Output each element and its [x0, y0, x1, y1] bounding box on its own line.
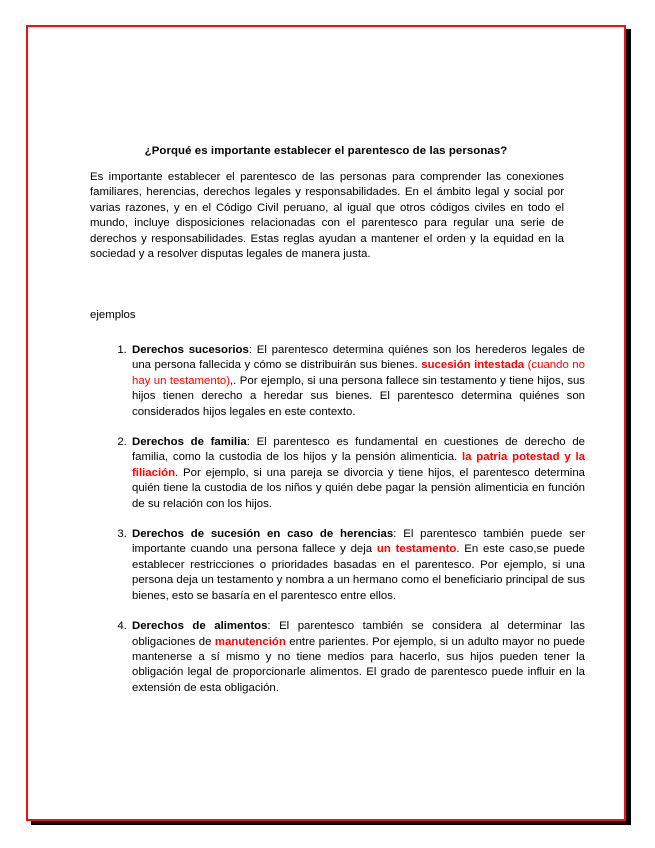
- item-text: : El parentesco también se considera al determinar las obligaciones de: [132, 620, 585, 648]
- list-item: [130, 343, 585, 420]
- item-highlight-note: (cuando no hay un testamento): [132, 359, 585, 387]
- examples-label: ejemplos: [90, 309, 136, 321]
- item-text-continued: . En este caso,se puede establecer restricciones o prioridades basadas en el parentesco. Por ejemplo, si una persona deja un testamento y nombra a un hermano como el beneficiario principal de sus bienes, esto se basaría en el parentesco entre ellos.: [132, 543, 585, 602]
- item-heading: Derechos de alimentos: [132, 620, 268, 633]
- list-item: [130, 435, 585, 512]
- item-highlight: manutención: [214, 635, 286, 648]
- document-title: ¿Porqué es importante establecer el parentesco de las personas?: [144, 145, 508, 157]
- examples-list: [108, 343, 585, 696]
- item-text: : El parentesco también puede ser importante cuando una persona fallece y deja: [132, 528, 585, 556]
- item-text-continued: . Por ejemplo, si una pareja se divorcia y tiene hijos, el parentesco determina quién tiene la custodia de los niños y quién debe pagar la pensión alimenticia en función de su relación con los hijos.: [132, 466, 585, 510]
- list-item: [130, 527, 585, 604]
- item-text-continued: ,. Por ejemplo, si una persona fallece sin testamento y tiene hijos, sus hijos tienen derecho a heredar sus bienes. El parentesco determina quiénes son considerados hijos legales en este contexto.: [132, 374, 586, 418]
- item-highlight: sucesión intestada: [421, 359, 525, 372]
- item-heading: Derechos sucesorios: [132, 344, 249, 356]
- item-heading: Derechos de familia: [132, 436, 247, 449]
- document-page: [26, 25, 626, 821]
- list-item: [130, 619, 585, 696]
- item-heading: Derechos de sucesión en caso de herencias: [132, 528, 394, 541]
- item-text: : El parentesco determina quiénes son los herederos legales de una persona fallecida y cómo se distribuirán sus bienes.: [132, 344, 585, 372]
- item-text: : El parentesco es fundamental en cuestiones de derecho de familia, como la custodia de los hijos y la pensión alimenticia.: [132, 436, 585, 464]
- item-highlight: un testamento: [376, 543, 457, 556]
- item-highlight: la patria potestad y la filiación: [132, 451, 585, 479]
- item-text-continued: entre parientes. Por ejemplo, si un adulto mayor no puede mantenerse a sí mismo y no tiene medios para hacerlo, sus hijos pueden tener la obligación legal de proporcionarle alimentos. El grado de parentesco puede influir en la extensión de esta obligación.: [132, 635, 585, 694]
- intro-paragraph: Es importante establecer el parentesco de las personas para comprender las conexiones familiares, herencias, derechos legales y responsabilidades. En el ámbito legal y social por varias razones, y en el Código Civil peruano, al igual que otros códigos civiles en todo el mundo, incluye disposiciones relacionadas con el parentesco para regular una serie de derechos y responsabilidades. Estas reglas ayudan a mantener el orden y la equidad en la sociedad y a resolver disputas legales de manera justa.: [90, 171, 564, 261]
